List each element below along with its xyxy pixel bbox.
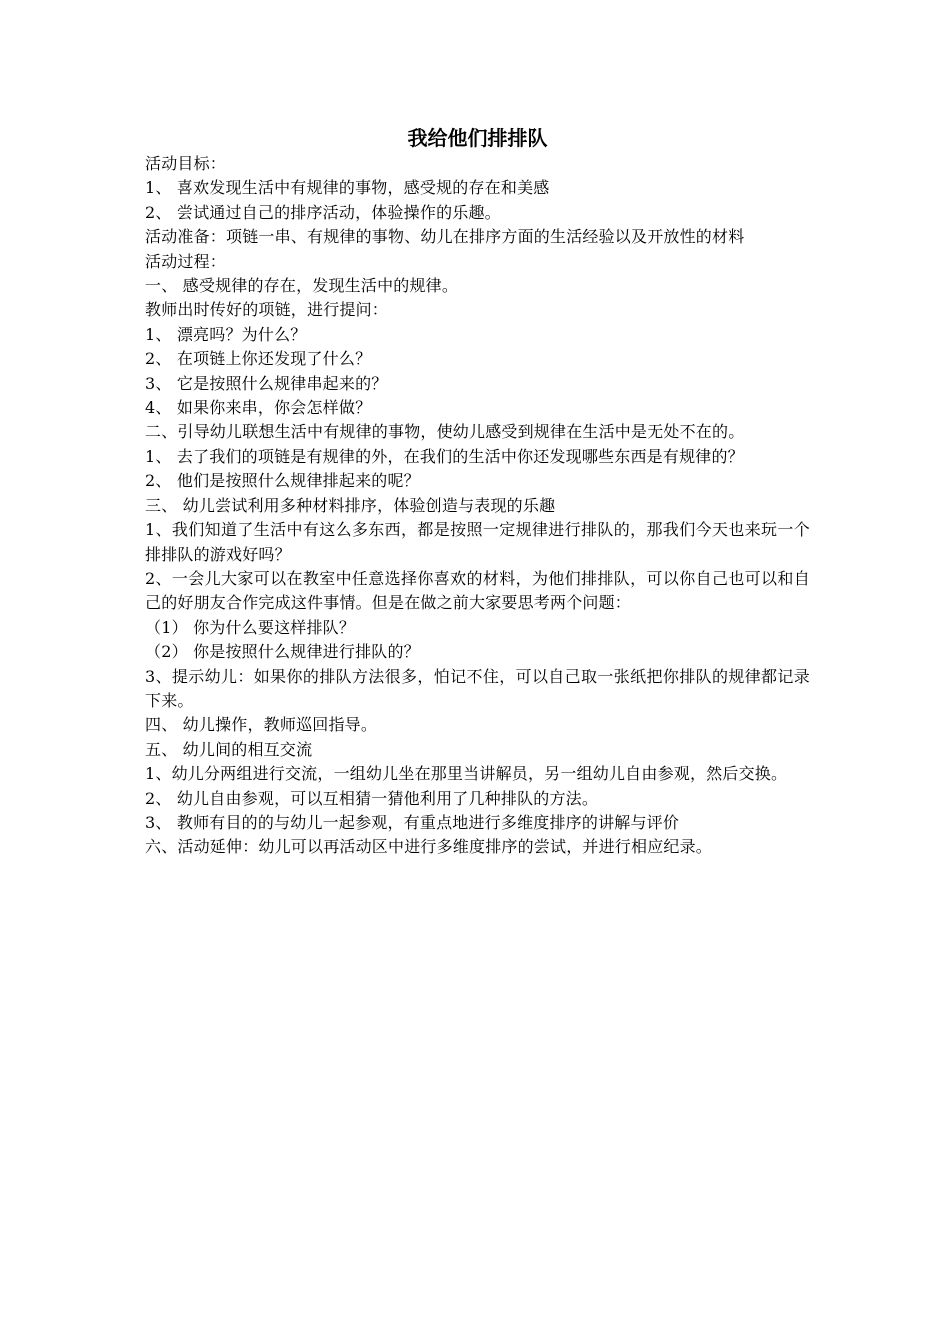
paragraph: （2） 你是按照什么规律进行排队的？ <box>145 642 420 662</box>
paragraph: 三、 幼儿尝试利用多种材料排序，体验创造与表现的乐趣 <box>145 495 556 515</box>
paragraph: 1、我们知道了生活中有这么多东西，都是按照一定规律进行排队的，那我们今天也来玩一个排排队的游戏好吗？ <box>145 520 810 564</box>
paragraph: 2、 幼儿自由参观，可以互相猜一猜他利用了几种排队的方法。 <box>145 788 599 808</box>
paragraph: 2、一会儿大家可以在教室中任意选择你喜欢的材料，为他们排排队，可以你自己也可以和自己的好朋友合作完成这件事情。但是在做之前大家要思考两个问题： <box>145 568 810 613</box>
paragraph: 活动过程： <box>145 251 227 271</box>
paragraph: 四、 幼儿操作，教师巡回指导。 <box>145 715 378 735</box>
paragraph: 2、 尝试通过自己的排序活动，体验操作的乐趣。 <box>145 202 501 222</box>
paragraph: 活动准备：项链一串、有规律的事物、幼儿在排序方面的生活经验以及开放性的材料 <box>145 227 745 247</box>
paragraph: 4、 如果你来串，你会怎样做？ <box>145 398 372 418</box>
paragraph: 1、 去了我们的项链是有规律的外，在我们的生活中你还发现哪些东西是有规律的？ <box>145 446 744 466</box>
paragraph: 二、引导幼儿联想生活中有规律的事物，使幼儿感受到规律在生活中是无处不在的。 <box>145 422 745 442</box>
paragraph: 活动目标： <box>145 154 227 173</box>
paragraph: 1、 漂亮吗？为什么？ <box>145 324 307 344</box>
paragraph: 1、 喜欢发现生活中有规律的事物，感受规的存在和美感 <box>145 178 550 198</box>
paragraph: 五、 幼儿间的相互交流 <box>145 739 313 759</box>
paragraph: 1、幼儿分两组进行交流，一组幼儿坐在那里当讲解员，另一组幼儿自由参观，然后交换。 <box>145 764 788 784</box>
paragraph: 3、 它是按照什么规律串起来的？ <box>145 373 388 393</box>
paragraph: 2、 在项链上你还发现了什么？ <box>145 349 372 369</box>
paragraph: 六、活动延伸：幼儿可以再活动区中进行多维度排序的尝试，并进行相应纪录。 <box>145 837 713 857</box>
paragraph: 一、 感受规律的存在，发现生活中的规律。 <box>145 276 459 296</box>
document-body <box>145 124 810 860</box>
paragraph: 教师出时传好的项链，进行提问： <box>145 300 389 320</box>
paragraph: 3、 教师有目的的与幼儿一起参观，有重点地进行多维度排序的讲解与评价 <box>145 812 680 832</box>
paragraph: 2、 他们是按照什么规律排起来的呢？ <box>145 471 420 491</box>
document-title: 我给他们排排队 <box>407 126 548 150</box>
paragraph: 3、提示幼儿：如果你的排队方法很多，怕记不住，可以自己取一张纸把你排队的规律都记录下来。 <box>145 666 810 710</box>
paragraph: （1） 你为什么要这样排队？ <box>145 617 356 637</box>
